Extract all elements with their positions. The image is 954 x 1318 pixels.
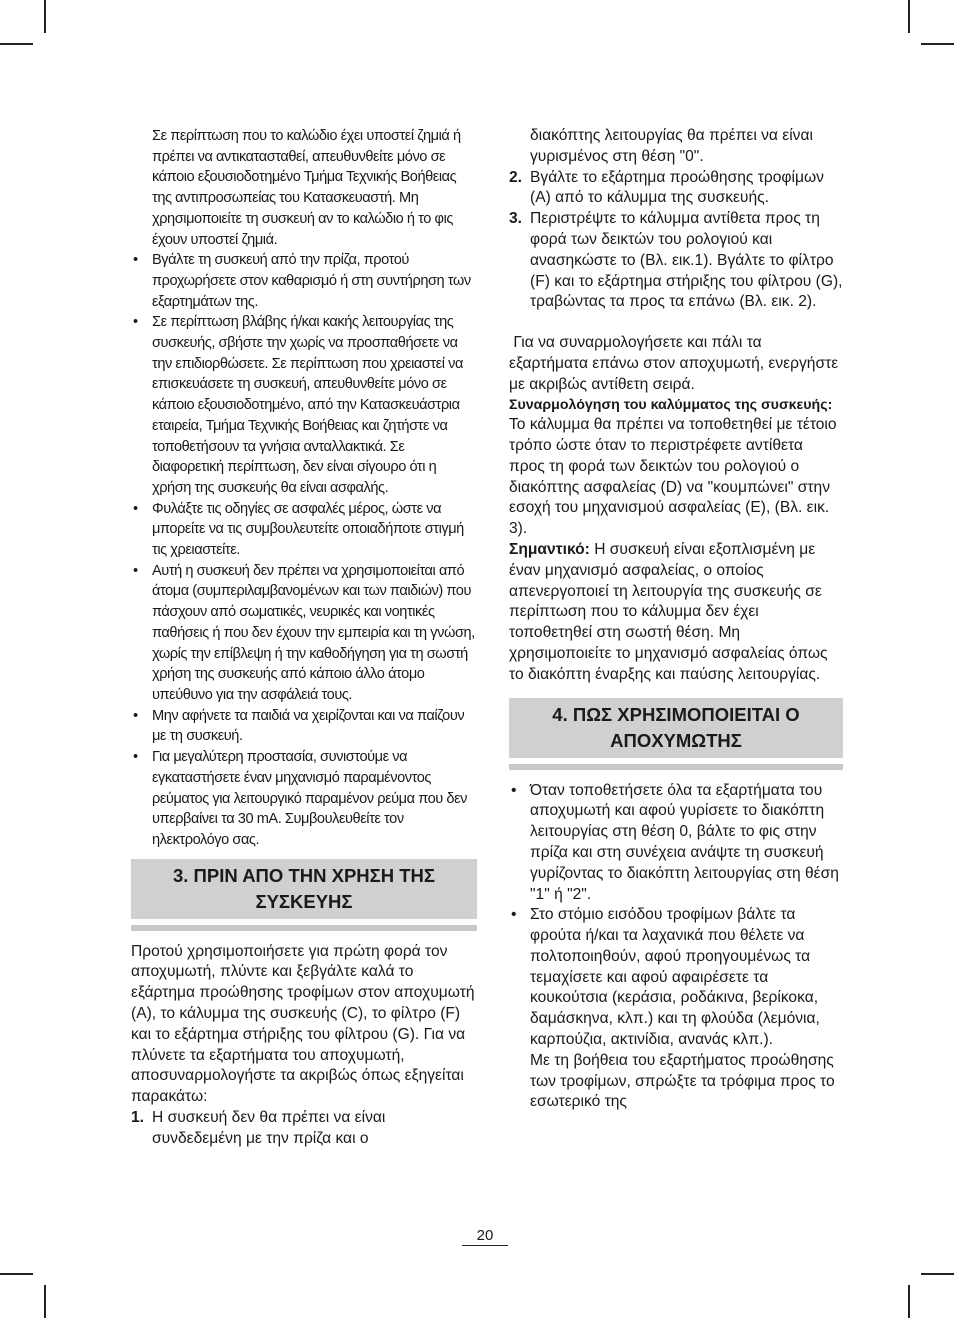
- step-item: [131, 1108, 477, 1150]
- list-item-text: Βγάλτε τη συσκευή από την πρίζα, προτού προχωρήσετε στον καθαρισμό ή στη συντήρηση των εξαρτημάτων της.: [152, 252, 471, 310]
- list-item: [131, 747, 477, 851]
- bullet-icon: •: [133, 562, 138, 579]
- bullet-icon: •: [133, 500, 138, 517]
- list-item: [131, 499, 477, 561]
- list-item-text: Αυτή η συσκευή δεν πρέπει να χρησιμοποιείται από άτομα (συμπεριλαμβανομένων και των παιδιών) που πάσχουν από σωματικές, νευρικές και νοητικές παθήσεις ή που δεν έχουν την εμπειρία και τη γνώση, χωρίς την επίβλεψη ή την καθοδήγηση για τη σωστή χρήση της συσκευής από κάποιο άλλο άτομο υπεύθυνο για την ασφάλειά τους.: [152, 562, 475, 703]
- bullet-icon: •: [511, 906, 517, 924]
- step-1-continued: διακόπτης λειτουργίας θα πρέπει να είναι γυρισμένος στη θέση "0".: [530, 127, 813, 165]
- section-3-heading-wrap: [131, 859, 477, 925]
- bullet-icon: •: [133, 252, 138, 269]
- step-number: 3.: [509, 210, 523, 228]
- section-3-heading: 3. ΠΡΙΝ ΑΠΟ ΤΗΝ ΧΡΗΣΗ ΤΗΣ ΣΥΣΚΕΥΗΣ: [131, 859, 477, 925]
- lid-assembly-text: Το κάλυμμα θα πρέπει να τοποθετηθεί με τέτοιο τρόπο ώστε όταν το περιστρέφετε αντίθετα προς τη φορά των δεικτών του ρολογιού ο διακόπτης ασφαλείας (D) να "κουμπώνει" στην εσοχή του μηχανισμού ασφαλείας (E), (Βλ. εικ. 3).: [509, 416, 837, 538]
- list-item-text: Στο στόμιο εισόδου τροφίμων βάλτε τα φρούτα ή/και τα λαχανικά που θέλετε να πολτοποιηθούν, αφού προηγουμένως τα τεμαχίσετε και αφού αφαιρέσετε τα κουκούτσια (κεράσια, ροδάκινα, βερίκοκα, δαμάσκηνα, κλπ.) και τη φλούδα (λεμόνια, καρπούζια, ακτινίδια, ανανάς κλπ.).: [530, 906, 820, 1049]
- crop-mark: [908, 0, 910, 33]
- crop-mark: [0, 43, 33, 45]
- step-item: [509, 168, 843, 210]
- cable-warning-text: Σε περίπτωση που το καλώδιο έχει υποστεί ζημιά ή πρέπει να αντικατασταθεί, απευθυνθείτε μόνο σε κάποιο εξουσιοδοτημένο Τμήμα Τεχνικής Βοήθειας της αντιπροσωπείας του Κατασκευαστή. Μη χρησιμοποιείτε τη συσκευή αν το καλώδιο ή το φις έχουν υποστεί ζημιά.: [152, 128, 461, 248]
- crop-mark: [921, 1273, 954, 1275]
- list-item: [509, 905, 843, 1051]
- list-item-text: Φυλάξτε τις οδηγίες σε ασφαλές μέρος, ώστε να μπορείτε να τις συμβουλευτείτε οποιαδήποτε στιγμή τις χρειαστείτε.: [152, 500, 464, 559]
- important-label: Σημαντικό:: [509, 540, 590, 558]
- list-item-text: Όταν τοποθετήσετε όλα τα εξαρτήματα του αποχυμωτή και αφού γυρίσετε το διακόπτη λειτουργίας στη θέση 0, βάλτε το φις στην πρίζα και στη συνέχεια ανάψτε τη συσκευή γυρίζοντας το διακόπτη λειτουργίας στη θέση "1" ή "2".: [530, 781, 839, 903]
- step-number: 1.: [131, 1108, 145, 1126]
- step-text: Περιστρέψτε το κάλυμμα αντίθετα προς τη φορά των δεικτών του ρολογιού και ανασηκώστε το (Βλ. εικ.1). Βγάλτε το φίλτρο (F) και το εξάρτημα στήριξης του φίλτρου (G), τραβώντας τα προς τα επάνω (Βλ. εικ. 2).: [530, 210, 843, 311]
- crop-mark: [0, 1273, 33, 1275]
- safety-section: [131, 126, 477, 851]
- lid-assembly-subheading: Συναρμολόγηση του καλύμματος της συσκευής:: [509, 396, 833, 413]
- list-item: [509, 781, 843, 906]
- bullet-icon: •: [133, 314, 138, 331]
- list-item-text: Μην αφήνετε τα παιδιά να χειρίζονται και να παίζουν με τη συσκευή.: [152, 707, 465, 745]
- left-column: [131, 126, 477, 1150]
- list-item: [131, 706, 477, 747]
- crop-mark: [44, 1285, 46, 1318]
- section-4-heading-wrap: [509, 698, 843, 764]
- list-item: [131, 561, 477, 706]
- list-item-text: Για μεγαλύτερη προστασία, συνιστούμε να εγκαταστήσετε έναν μηχανισμό παραμένοντος ρεύματος για λειτουργικό παραμένον ρεύμα που δεν υπερβαίνει τα 30 mA. Συμβουλευθείτε τον ηλεκτρολόγο σας.: [152, 749, 468, 848]
- step-text: Βγάλτε το εξάρτημα προώθησης τροφίμων (A) από το κάλυμμα της συσκευής.: [530, 168, 824, 207]
- before-use-paragraph: Προτού χρησιμοποιήσετε για πρώτη φορά τον αποχυμωτή, πλύντε και ξεβγάλτε καλά το εξάρτημα προώθησης τροφίμων στον αποχυμωτή (A), το κάλυμμα της συσκευής (C), το φίλτρο (F) και το εξάρτημα στήριξης του φίλτρου (G). Για να πλύνετε τα εξαρτήματα του αποχυμωτή, αποσυναρμολογήστε τα ακριβώς όπως εξηγείται παρακάτω:: [131, 942, 475, 1106]
- bullet-icon: •: [133, 707, 138, 724]
- important-note: [509, 540, 843, 686]
- right-column: [509, 126, 843, 1113]
- reassemble-paragraph: Για να συναρμολογήσετε και πάλι τα εξαρτήματα επάνω στον αποχυμωτή, ενεργήστε με ακριβώς αντίθετη σειρά.: [509, 334, 843, 393]
- crop-mark: [921, 43, 954, 45]
- section-4-heading: 4. ΠΩΣ ΧΡΗΣΙΜΟΠΟΙΕΙΤΑΙ Ο ΑΠΟΧΥΜΩΤΗΣ: [509, 698, 843, 764]
- bullet-icon: •: [511, 781, 517, 799]
- crop-mark: [908, 1285, 910, 1318]
- bullet-2-continued: Με τη βοήθεια του εξαρτήματος προώθησης των τροφίμων, σπρώξτε τα τρόφιμα προς το εσωτερικό της: [530, 1051, 835, 1111]
- usage-section: [509, 781, 843, 1114]
- list-item: [131, 250, 477, 312]
- crop-mark: [44, 0, 46, 33]
- list-item: [131, 312, 477, 498]
- important-text: Η συσκευή είναι εξοπλισμένη με έναν μηχανισμό ασφαλείας, ο οποίος απενεργοποιεί τη λειτουργία της συσκευής σε περίπτωση που το κάλυμμα δεν έχει τοποθετηθεί στη σωστή θέση. Μη χρησιμοποιείτε το μηχανισμό ασφαλείας όπως το διακόπτη έναρξης και παύσης λειτουργίας.: [509, 540, 828, 683]
- page-number: 20: [462, 1227, 508, 1246]
- step-item: [509, 209, 843, 313]
- step-text: Η συσκευή δεν θα πρέπει να είναι συνδεδεμένη με την πρίζα και ο: [152, 1108, 386, 1147]
- before-use-section: [131, 942, 477, 1150]
- bullet-icon: •: [133, 749, 138, 766]
- step-number: 2.: [509, 168, 523, 186]
- list-item-text: Σε περίπτωση βλάβης ή/και κακής λειτουργίας της συσκευής, σβήστε την χωρίς να προσπαθήσετε να την επιδιορθώσετε. Σε περίπτωση που χρειαστεί να επισκευάσετε τη συσκευή, απευθυνθείτε μόνο σε κάποιο εξουσιοδοτημένο, από την Κατασκευάστρια εταιρεία, Τμήμα Τεχνικής Βοήθειας και ζητήστε να τοποθετήσουν τα γνήσια ανταλλακτικά. Σε διαφορετική περίπτωση, δεν είναι σίγουρο ότι η χρήση της συσκευής θα είναι ασφαλής.: [152, 314, 464, 496]
